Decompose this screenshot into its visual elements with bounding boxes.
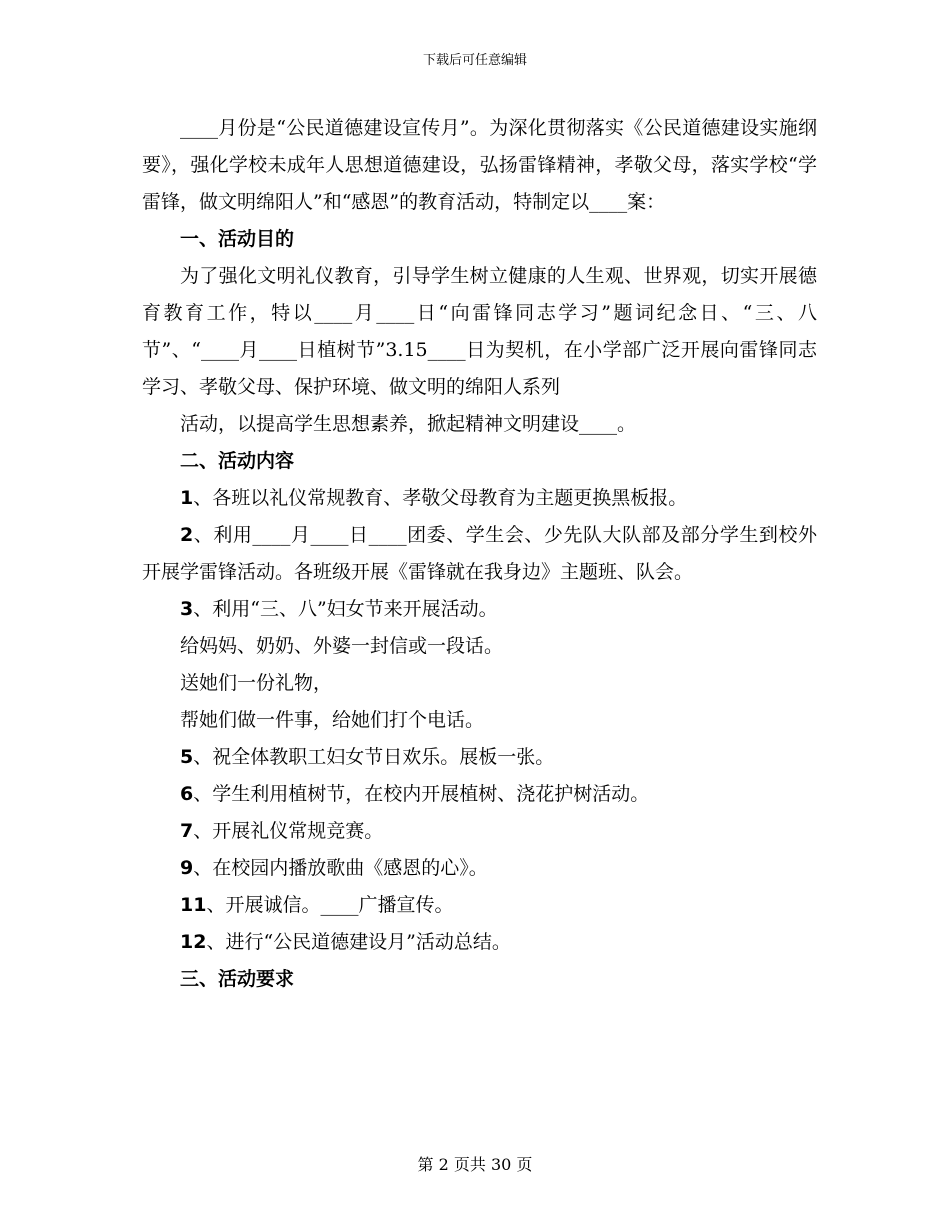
list-item-number: 5 bbox=[180, 746, 194, 768]
list-item-text: 、学生利用植树节，在校内开展植树、浇花护树活动。 bbox=[193, 783, 650, 805]
section-heading-requirements: 三、活动要求 bbox=[180, 968, 295, 990]
list-item bbox=[142, 924, 817, 961]
list-item bbox=[142, 813, 817, 850]
section-heading-purpose: 一、活动目的 bbox=[180, 228, 295, 250]
list-item bbox=[142, 517, 817, 591]
list-item-text: 、各班以礼仪常规教育、孝敬父母教育为主题更换黑板报。 bbox=[193, 487, 688, 509]
list-item-number: 3 bbox=[180, 598, 194, 620]
document-body bbox=[142, 110, 817, 998]
page-header: 下载后可任意编辑 bbox=[422, 53, 527, 68]
list-item-text: 、进行“公民道德建设月”活动总结。 bbox=[206, 931, 511, 953]
list-item-number: 6 bbox=[180, 783, 194, 805]
list-item-text: 、开展诚信。____广播宣传。 bbox=[206, 894, 454, 916]
intro-paragraph: ____月份是“公民道德建设宣传月”。为深化贯彻落实《公民道德建设实施纲要》，强化学校未成年人思想道德建设，弘扬雷锋精神，孝敬父母，落实学校“学雷锋，做文明绵阳人”和“感恩”的教育活动，特制定以____案： bbox=[142, 117, 817, 213]
section-heading-content: 二、活动内容 bbox=[180, 450, 295, 472]
sub-line: 帮她们做一件事，给她们打个电话。 bbox=[180, 709, 485, 731]
list-item bbox=[142, 887, 817, 924]
list-item-number: 2 bbox=[180, 524, 194, 546]
list-item-number: 11 bbox=[180, 894, 207, 916]
list-item-text: 、利用“三、八”妇女节来开展活动。 bbox=[193, 598, 498, 620]
list-item-number: 12 bbox=[180, 931, 207, 953]
list-item-text: 、开展礼仪常规竞赛。 bbox=[193, 820, 384, 842]
list-item-text: 、利用____月____日____团委、学生会、少先队大队部及部分学生到校外开展学雷锋活动。各班级开展《雷锋就在我身边》主题班、队会。 bbox=[142, 524, 817, 583]
list-item-text: 、祝全体教职工妇女节日欢乐。展板一张。 bbox=[193, 746, 555, 768]
list-item bbox=[142, 739, 817, 776]
list-item bbox=[142, 850, 817, 887]
purpose-paragraph-continued: 活动，以提高学生思想素养，掀起精神文明建设____。 bbox=[180, 413, 637, 435]
page-footer: 第 2 页共 30 页 bbox=[417, 1155, 533, 1174]
list-item-number: 1 bbox=[180, 487, 194, 509]
list-item-text: 、在校园内播放歌曲《感恩的心》。 bbox=[193, 857, 488, 879]
list-item bbox=[142, 776, 817, 813]
purpose-paragraph: 为了强化文明礼仪教育，引导学生树立健康的人生观、世界观，切实开展德育教育工作，特以____月____日“向雷锋同志学习”题词纪念日、“三、八节”、“____月____日植树节”3.15____日为契机，在小学部广泛开展向雷锋同志学习、孝敬父母、保护环境、做文明的绵阳人系列 bbox=[142, 265, 817, 398]
list-item-number: 7 bbox=[180, 820, 194, 842]
list-item-number: 9 bbox=[180, 857, 194, 879]
list-item bbox=[142, 480, 817, 517]
list-item bbox=[142, 591, 817, 628]
sub-line: 送她们一份礼物， bbox=[180, 672, 333, 694]
sub-line: 给妈妈、奶奶、外婆一封信或一段话。 bbox=[180, 635, 504, 657]
